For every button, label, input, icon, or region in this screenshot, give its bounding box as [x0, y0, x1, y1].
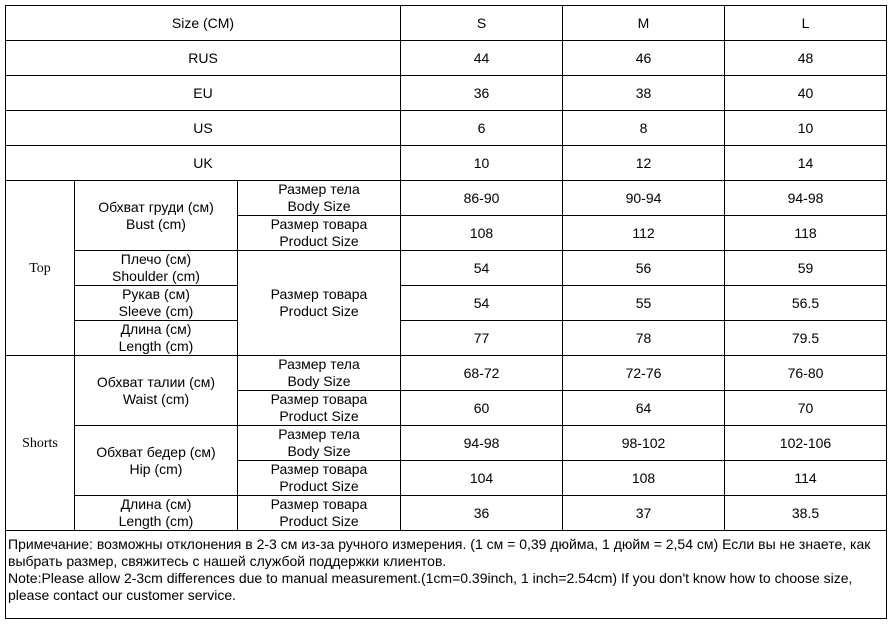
shoulder-label-ru: Плечо (см) — [120, 251, 192, 267]
shoulder-s: 54 — [401, 251, 563, 286]
bust-product-m: 112 — [563, 216, 725, 251]
top-bust-body-row — [6, 181, 887, 216]
rus-l: 48 — [725, 41, 887, 76]
waist-body-l: 76-80 — [725, 356, 887, 391]
waist-product-l: 70 — [725, 391, 887, 426]
eu-m: 38 — [563, 76, 725, 111]
body-size-ru: Размер тела — [278, 181, 360, 197]
size-header-cell: Size (CM) — [6, 6, 401, 41]
hip-product-l: 114 — [725, 461, 887, 496]
product-size-en: Product Size — [279, 303, 359, 319]
body-size-label — [238, 181, 401, 216]
top-section-label: Top — [6, 181, 75, 356]
top-shoulder-row — [6, 251, 887, 286]
size-table — [5, 5, 887, 619]
rus-m: 46 — [563, 41, 725, 76]
top-length-l: 79.5 — [725, 321, 887, 356]
bust-product-l: 118 — [725, 216, 887, 251]
sleeve-label-en: Sleeve (cm) — [118, 303, 194, 319]
top-length-label — [75, 321, 238, 356]
eu-s: 36 — [401, 76, 563, 111]
waist-product-m: 64 — [563, 391, 725, 426]
top-length-row — [6, 321, 887, 356]
product-size-ru: Размер товара — [270, 216, 368, 232]
body-size-en: Body Size — [287, 373, 351, 389]
product-size-en: Product Size — [279, 233, 359, 249]
body-size-label — [238, 356, 401, 391]
note-ru: Примечание: возможны отклонения в 2-3 см из-за ручного измерения. (1 см = 0,39 дюйма, 1 дюйм = 2,54 см) Если вы не знаете, как выбрать размер, свяжитесь с нашей службой поддержки клиентов. — [8, 536, 871, 569]
product-size-ru: Размер товара — [270, 391, 368, 407]
shorts-length-l: 38.5 — [725, 496, 887, 531]
shoulder-l: 59 — [725, 251, 887, 286]
body-size-en: Body Size — [287, 443, 351, 459]
bust-body-l: 94-98 — [725, 181, 887, 216]
product-size-label — [238, 216, 401, 251]
shorts-length-s: 36 — [401, 496, 563, 531]
rus-label: RUS — [6, 41, 401, 76]
waist-body-s: 68-72 — [401, 356, 563, 391]
us-label: US — [6, 111, 401, 146]
size-s-header: S — [401, 6, 563, 41]
top-length-label-en: Length (cm) — [118, 338, 194, 354]
shorts-length-row — [6, 496, 887, 531]
eu-label: EU — [6, 76, 401, 111]
product-size-label — [238, 391, 401, 426]
body-size-ru: Размер тела — [278, 356, 360, 372]
us-s: 6 — [401, 111, 563, 146]
waist-label-ru: Обхват талии (см) — [96, 373, 216, 390]
shoulder-m: 56 — [563, 251, 725, 286]
shorts-length-m: 37 — [563, 496, 725, 531]
sleeve-m: 55 — [563, 286, 725, 321]
top-length-s: 77 — [401, 321, 563, 356]
uk-label: UK — [6, 146, 401, 181]
waist-body-m: 72-76 — [563, 356, 725, 391]
header-row — [6, 6, 887, 41]
product-size-ru: Размер товара — [270, 286, 368, 302]
sleeve-s: 54 — [401, 286, 563, 321]
shorts-length-label — [75, 496, 238, 531]
hip-body-m: 98-102 — [563, 426, 725, 461]
uk-s: 10 — [401, 146, 563, 181]
eu-l: 40 — [725, 76, 887, 111]
hip-product-m: 108 — [563, 461, 725, 496]
size-chart — [5, 5, 886, 619]
shorts-waist-body-row — [6, 356, 887, 391]
waist-product-s: 60 — [401, 391, 563, 426]
shoulder-label — [75, 251, 238, 286]
top-length-label-ru: Длина (см) — [120, 321, 192, 337]
us-m: 8 — [563, 111, 725, 146]
body-size-ru: Размер тела — [278, 426, 360, 442]
shorts-section-label: Shorts — [6, 356, 75, 531]
note-cell — [6, 531, 887, 619]
hip-label — [75, 426, 238, 496]
body-size-label — [238, 426, 401, 461]
eu-row — [6, 76, 887, 111]
product-size-label — [238, 251, 401, 356]
hip-label-en: Hip (cm) — [129, 460, 183, 477]
product-size-en: Product Size — [279, 408, 359, 424]
rus-row — [6, 41, 887, 76]
sleeve-label-ru: Рукав (см) — [122, 286, 190, 302]
note-row — [6, 531, 887, 619]
bust-label — [75, 181, 238, 251]
note-en: Note:Please allow 2-3cm differences due to manual measurement.(1cm=0.39inch, 1 inch=2.54cm) If you don't know how to choose size, please contact our customer service. — [8, 570, 853, 603]
hip-body-l: 102-106 — [725, 426, 887, 461]
uk-row — [6, 146, 887, 181]
sleeve-label — [75, 286, 238, 321]
product-size-ru: Размер товара — [270, 461, 368, 477]
bust-label-ru: Обхват груди (см) — [98, 198, 214, 215]
bust-label-en: Bust (cm) — [126, 215, 186, 232]
shoulder-label-en: Shoulder (cm) — [112, 268, 200, 284]
size-m-header: M — [563, 6, 725, 41]
size-l-header: L — [725, 6, 887, 41]
shorts-length-label-ru: Длина (см) — [120, 496, 192, 512]
uk-m: 12 — [563, 146, 725, 181]
top-sleeve-row — [6, 286, 887, 321]
top-length-m: 78 — [563, 321, 725, 356]
bust-body-s: 86-90 — [401, 181, 563, 216]
product-size-label — [238, 461, 401, 496]
waist-label — [75, 356, 238, 426]
product-size-en: Product Size — [279, 513, 359, 529]
sleeve-l: 56.5 — [725, 286, 887, 321]
rus-s: 44 — [401, 41, 563, 76]
shorts-hip-body-row — [6, 426, 887, 461]
product-size-en: Product Size — [279, 478, 359, 494]
product-size-label — [238, 496, 401, 531]
waist-label-en: Waist (cm) — [122, 390, 190, 407]
product-size-ru: Размер товара — [270, 496, 368, 512]
hip-product-s: 104 — [401, 461, 563, 496]
us-row — [6, 111, 887, 146]
hip-body-s: 94-98 — [401, 426, 563, 461]
bust-body-m: 90-94 — [563, 181, 725, 216]
bust-product-s: 108 — [401, 216, 563, 251]
body-size-en: Body Size — [287, 198, 351, 214]
uk-l: 14 — [725, 146, 887, 181]
us-l: 10 — [725, 111, 887, 146]
shorts-length-label-en: Length (cm) — [118, 513, 194, 529]
hip-label-ru: Обхват бедер (см) — [96, 443, 216, 460]
